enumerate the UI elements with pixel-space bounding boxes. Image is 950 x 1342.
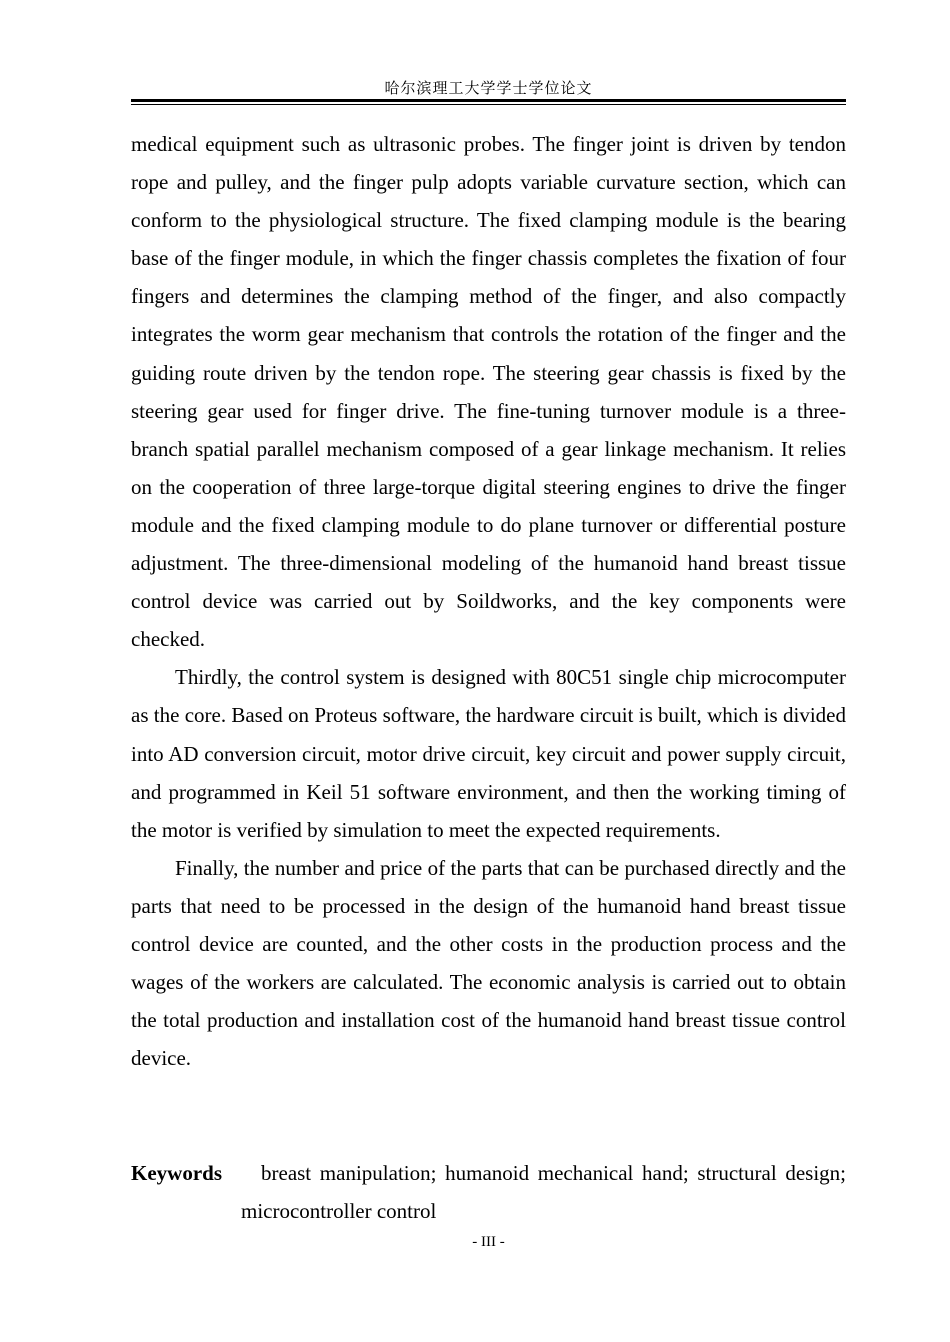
page-number: - III - [472,1234,505,1250]
paragraph: Finally, the number and price of the parts that can be purchased directly and the parts that need to be processed in the design of the humanoid hand breast tissue control device are counted, and the other costs in the production process and the wages of the workers are calculated. The economic analysis is carried out to obtain the total production and installation cost of the humanoid hand breast tissue control device. [131,855,846,1071]
page-header: 哈尔滨理工大学学士学位论文 [384,79,593,97]
paragraph: Thirdly, the control system is designed with 80C51 single chip microcomputer as the core. Based on Proteus software, the hardware circuit is built, which is divided into AD conversion circuit, motor drive circuit, key circuit and power supply circuit, and programmed in Keil 51 software environment, and then the working timing of the motor is verified by simulation to meet the expected requirements. [131,665,846,842]
header-rule-thick [131,99,846,102]
keywords-text: breast manipulation; humanoid mechanical hand; structural design; microcontroller control [241,1161,846,1224]
keywords-section [131,1154,846,1230]
body-text [131,125,846,1077]
paragraph: medical equipment such as ultrasonic probes. The finger joint is driven by tendon rope and pulley, and the finger pulp adopts variable curvature section, which can conform to the physiological structure. The fixed clamping module is the bearing base of the finger module, in which the finger chassis completes the fixation of four fingers and determines the clamping method of the finger, and also compactly integrates the worm gear mechanism that controls the rotation of the finger and the guiding route driven by the tendon rope. The steering gear chassis is fixed by the steering gear used for finger drive. The fine-tuning turnover module is a three-branch spatial parallel mechanism composed of a gear linkage mechanism. It relies on the cooperation of three large-torque digital steering engines to drive the finger module and the fixed clamping module to do plane turnover or differential posture adjustment. The three-dimensional modeling of the humanoid hand breast tissue control device was carried out by Soildworks, and the key components were checked. [131,132,846,652]
header-rule-thin [131,104,846,105]
keywords-label: Keywords [131,1161,222,1185]
